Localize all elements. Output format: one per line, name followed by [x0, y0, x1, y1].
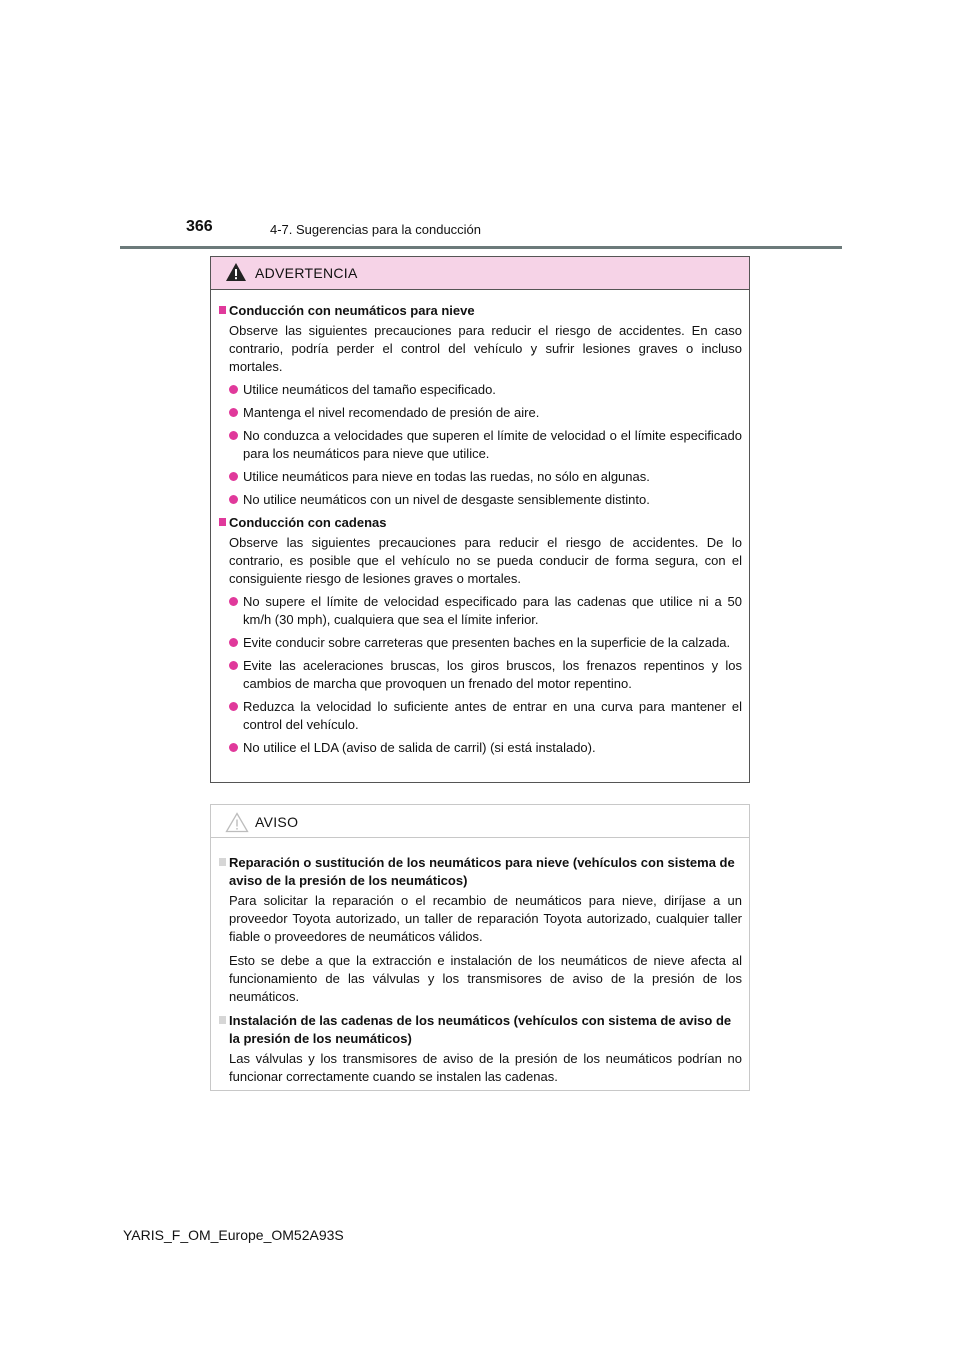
warning-icon [225, 262, 247, 282]
document-code: YARIS_F_OM_Europe_OM52A93S [123, 1227, 344, 1243]
list-item-text: Evite las aceleraciones bruscas, los giros bruscos, los frenazos repentinos y los cambios de marcha que provoquen un frenado del motor repentino. [243, 658, 742, 691]
warning-box [210, 256, 750, 783]
round-bullet-icon [229, 431, 238, 440]
round-bullet-icon [229, 408, 238, 417]
paragraph: Las válvulas y los transmisores de aviso de la presión de los neumáticos podrían no funcionar correctamente cuando se instalen las cadenas. [229, 1051, 742, 1084]
list-item [219, 593, 742, 629]
page-number: 366 [186, 218, 213, 235]
section-heading [219, 854, 742, 890]
notice-title: AVISO [255, 814, 299, 830]
notice-box [210, 804, 750, 1091]
warning-title: ADVERTENCIA [255, 265, 358, 281]
list-item [219, 381, 742, 399]
paragraph: Esto se debe a que la extracción e instalación de los neumáticos de nieve afecta al funcionamiento de las válvulas y los transmisores de aviso de la presión de los neumáticos. [229, 953, 742, 1004]
heading-text: Instalación de las cadenas de los neumáticos (vehículos con sistema de aviso de la presión de los neumáticos) [229, 1013, 732, 1046]
section-heading [219, 514, 742, 532]
heading-text: Conducción con cadenas [229, 515, 387, 530]
round-bullet-icon [229, 661, 238, 670]
list-item-text: Reduzca la velocidad lo suficiente antes de entrar en una curva para mantener el control del vehículo. [243, 699, 742, 732]
section-heading [219, 1012, 742, 1048]
list-item-text: Evite conducir sobre carreteras que presenten baches en la superficie de la calzada. [243, 635, 731, 650]
paragraph: Observe las siguientes precauciones para reducir el riesgo de accidentes. En caso contrario, podría perder el control del vehículo y sufrir lesiones graves o incluso mortales. [229, 323, 742, 374]
list-item-text: No utilice el LDA (aviso de salida de carril) (si está instalado). [243, 740, 596, 755]
round-bullet-icon [229, 495, 238, 504]
section-title: 4-7. Sugerencias para la conducción [270, 222, 482, 237]
square-bullet-icon [219, 306, 226, 314]
section-heading [219, 302, 742, 320]
square-bullet-icon [219, 1016, 226, 1024]
list-item-text: No supere el límite de velocidad especificado para las cadenas que utilice ni a 50 km/h (30 mph), cualquiera que sea el límite inferior. [243, 594, 742, 627]
page-header [120, 218, 842, 249]
list-item [219, 404, 742, 422]
list-item-text: Utilice neumáticos del tamaño especificado. [243, 382, 496, 397]
list-item-text: No conduzca a velocidades que superen el límite de velocidad o el límite especificado para los neumáticos para nieve que utilice. [243, 428, 742, 461]
list-item [219, 739, 742, 757]
square-bullet-icon [219, 858, 226, 866]
list-item [219, 427, 742, 463]
paragraph: Para solicitar la reparación o el recambio de neumáticos para nieve, diríjase a un proveedor Toyota autorizado, un taller de reparación Toyota autorizado, cualquier taller fiable o proveedores de neumáticos válidos. [229, 893, 742, 944]
list-item [219, 698, 742, 734]
heading-text: Reparación o sustitución de los neumáticos para nieve (vehículos con sistema de aviso de la presión de los neumáticos) [229, 855, 735, 888]
notice-body [211, 838, 749, 1086]
heading-text: Conducción con neumáticos para nieve [229, 303, 475, 318]
square-bullet-icon [219, 518, 226, 526]
notice-title-bar [211, 805, 749, 838]
warning-body [211, 290, 749, 757]
list-item-text: Mantenga el nivel recomendado de presión de aire. [243, 405, 540, 420]
list-item [219, 634, 742, 652]
warning-title-bar [211, 257, 749, 290]
list-item-text: No utilice neumáticos con un nivel de desgaste sensiblemente distinto. [243, 492, 650, 507]
round-bullet-icon [229, 638, 238, 647]
round-bullet-icon [229, 385, 238, 394]
round-bullet-icon [229, 472, 238, 481]
list-item [219, 657, 742, 693]
round-bullet-icon [229, 743, 238, 752]
list-item [219, 491, 742, 509]
round-bullet-icon [229, 702, 238, 711]
paragraph: Observe las siguientes precauciones para reducir el riesgo de accidentes. De lo contrario, es posible que el vehículo no se pueda conducir de forma segura, con el consiguiente riesgo de lesiones graves o mortales. [229, 535, 742, 586]
round-bullet-icon [229, 597, 238, 606]
list-item-text: Utilice neumáticos para nieve en todas las ruedas, no sólo en algunas. [243, 469, 650, 484]
caution-outline-icon [225, 812, 249, 833]
list-item [219, 468, 742, 486]
